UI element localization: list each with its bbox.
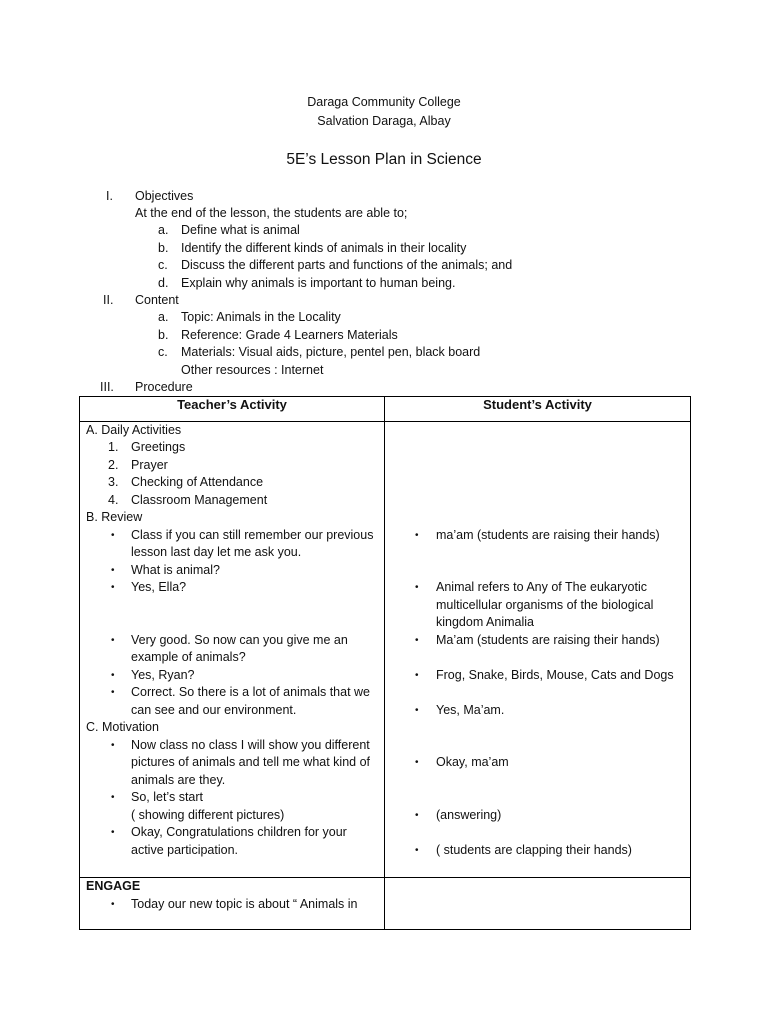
engage-line: Today our new topic is about “ Animals in [131, 897, 358, 911]
content-letter: c. [158, 345, 168, 359]
student-line: Frog, Snake, Birds, Mouse, Cats and Dogs [436, 668, 674, 682]
school-name: Daraga Community College [307, 95, 461, 109]
bullet-icon: • [415, 530, 419, 541]
objective-item: Identify the different kinds of animals in their locality [181, 241, 467, 255]
table-row [80, 422, 691, 878]
review-line: Very good. So now can you give me an [131, 633, 348, 647]
student-line: multicellular organisms of the biological [436, 598, 654, 612]
review-line: Correct. So there is a lot of animals that we [131, 685, 370, 699]
section-label-procedure: Procedure [135, 380, 193, 394]
content-item: Reference: Grade 4 Learners Materials [181, 328, 398, 342]
bullet-icon: • [415, 670, 419, 681]
student-line: Animal refers to Any of The eukaryotic [436, 580, 647, 594]
section-number-content: II. [103, 293, 114, 307]
student-line: kingdom Animalia [436, 615, 534, 629]
bullet-icon: • [415, 810, 419, 821]
content-letter: b. [158, 328, 169, 342]
list-number: 4. [108, 493, 119, 507]
student-line: Yes, Ma’am. [436, 703, 505, 717]
objective-item: Discuss the different parts and functions of the animals; and [181, 258, 513, 272]
student-line: Okay, ma’am [436, 755, 509, 769]
list-item: Greetings [131, 440, 186, 454]
bullet-icon: • [111, 899, 115, 910]
section-label-objectives: Objectives [135, 189, 194, 203]
list-item: Classroom Management [131, 493, 268, 507]
daily-activities-title: A. Daily Activities [86, 423, 182, 437]
objective-item: Explain why animals is important to human being. [181, 276, 456, 290]
content-item: Topic: Animals in the Locality [181, 310, 341, 324]
objective-letter: d. [158, 276, 169, 290]
objective-item: Define what is animal [181, 223, 300, 237]
list-item: Prayer [131, 458, 168, 472]
bullet-icon: • [415, 582, 419, 593]
engage-teacher-cell [80, 878, 385, 930]
bullet-icon: • [111, 792, 115, 803]
list-number: 2. [108, 458, 119, 472]
bullet-icon: • [111, 687, 115, 698]
section-number-objectives: I. [106, 189, 113, 203]
motivation-title: C. Motivation [86, 720, 159, 734]
motivation-line: So, let’s start [131, 790, 204, 804]
review-line: What is animal? [131, 563, 220, 577]
section-number-procedure: III. [100, 380, 114, 394]
bullet-icon: • [111, 827, 115, 838]
motivation-line: Okay, Congratulations children for your [131, 825, 347, 839]
bullet-icon: • [111, 582, 115, 593]
motivation-line: Now class no class I will show you different [131, 738, 370, 752]
bullet-icon: • [415, 705, 419, 716]
student-line: Ma’am (students are raising their hands) [436, 633, 660, 647]
review-line: can see and our environment. [131, 703, 297, 717]
review-line: example of animals? [131, 650, 246, 664]
teacher-activity-header: Teacher’s Activity [80, 397, 385, 422]
student-line: ( students are clapping their hands) [436, 843, 632, 857]
engage-title: ENGAGE [86, 879, 141, 893]
review-title: B. Review [86, 510, 143, 524]
objective-letter: b. [158, 241, 169, 255]
bullet-icon: • [111, 635, 115, 646]
motivation-line: ( showing different pictures) [131, 808, 285, 822]
motivation-line: active participation. [131, 843, 239, 857]
page-title: 5E’s Lesson Plan in Science [286, 151, 482, 168]
objectives-intro: At the end of the lesson, the students are able to; [135, 206, 408, 220]
list-number: 1. [108, 440, 119, 454]
procedure-table [79, 396, 691, 930]
student-activity-cell [385, 422, 691, 878]
bullet-icon: • [111, 565, 115, 576]
motivation-line: pictures of animals and tell me what kind of [131, 755, 371, 769]
bullet-icon: • [415, 845, 419, 856]
bullet-icon: • [111, 670, 115, 681]
student-line: (answering) [436, 808, 502, 822]
teacher-activity-cell [80, 422, 385, 878]
content-item: Materials: Visual aids, picture, pentel pen, black board [181, 345, 481, 359]
content-other-resources: Other resources : Internet [181, 363, 324, 377]
table-row [80, 878, 691, 930]
list-item: Checking of Attendance [131, 475, 264, 489]
bullet-icon: • [111, 740, 115, 751]
objective-letter: a. [158, 223, 169, 237]
content-letter: a. [158, 310, 169, 324]
table-header-row [80, 397, 691, 422]
review-line: Yes, Ella? [131, 580, 187, 594]
review-line: Class if you can still remember our previous [131, 528, 374, 542]
bullet-icon: • [415, 757, 419, 768]
motivation-line: animals are they. [131, 773, 226, 787]
review-line: lesson last day let me ask you. [131, 545, 302, 559]
student-activity-header: Student’s Activity [385, 397, 691, 422]
list-number: 3. [108, 475, 119, 489]
review-line: Yes, Ryan? [131, 668, 195, 682]
engage-student-cell [385, 878, 691, 930]
bullet-icon: • [111, 530, 115, 541]
bullet-icon: • [415, 635, 419, 646]
school-address: Salvation Daraga, Albay [317, 114, 451, 128]
student-line: ma’am (students are raising their hands) [436, 528, 660, 542]
section-label-content: Content [135, 293, 179, 307]
objective-letter: c. [158, 258, 168, 272]
